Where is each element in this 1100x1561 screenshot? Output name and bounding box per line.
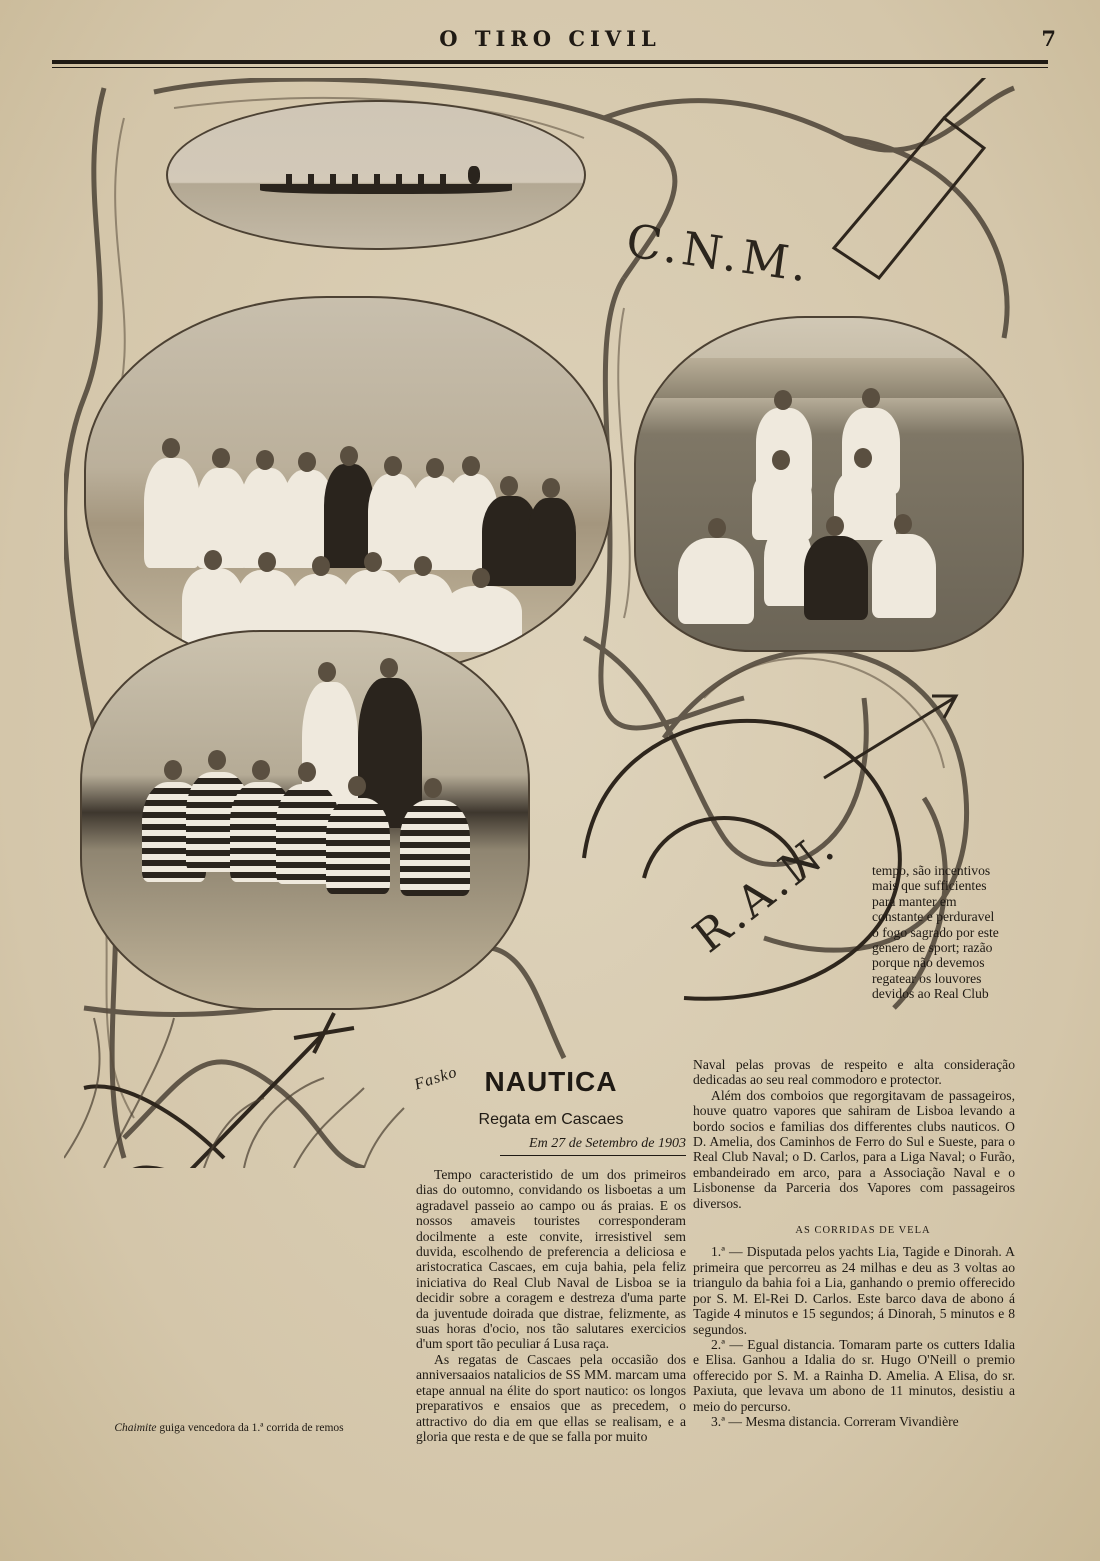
- article-left-column: [416, 1167, 686, 1444]
- shoreline: [636, 358, 1022, 398]
- article-paragraph: Naval pelas provas de respeito e alta consideração dedicadas ao seu real commodoro e protector.: [693, 1057, 1015, 1088]
- race-paragraph: 2.ª — Egual distancia. Tomaram parte os cutters Idalia e Elisa. Ganhou a Idalia do sr. Hugo O'Neill o premio offerecido por S. M. a Rainha D. Amelia. A Elisa, do sr. Paxiuta, que levava um abono de 11 minutos, desistiu a meio do percurso.: [693, 1336, 1015, 1414]
- illustration: [64, 78, 1028, 1168]
- coxswain: [468, 166, 480, 184]
- masthead: [40, 26, 1060, 54]
- date-rule: [500, 1155, 686, 1156]
- rowers: [286, 174, 456, 184]
- narrow-paragraph: tempo, são incentivos mais que sufficientes para manter em constante e perduravel o fogo sagrado por este genero de sport; razão porque não devemos regatear os louvores devidos ao Real Club: [872, 863, 999, 1002]
- narrow-text-column: [872, 863, 1002, 1002]
- photo-rowing-boat: [166, 100, 586, 250]
- newspaper-title: O TIRO CIVIL: [439, 26, 661, 51]
- header-rule-thin: [52, 67, 1048, 68]
- article-date: Em 27 de Setembro de 1903: [529, 1136, 686, 1151]
- photo-rowing-team-ran: [80, 630, 530, 1010]
- page-number: 7: [1041, 26, 1056, 51]
- photo-rowing-team-2: [634, 316, 1024, 652]
- article-right-column: [693, 1057, 1015, 1429]
- article-paragraph: As regatas de Cascaes pela occasião dos anniversaaios natalicios de SS MM. marcam uma etape annual na élite do sport nautico: os longos preparativos e ensaios que as precedem, o attractivo do dia em que ellas se realisam, e a gloria que resta e de que se falla por muito: [416, 1351, 686, 1444]
- photo-rowing-team-cnm: [84, 296, 612, 676]
- boat-hull: [260, 184, 512, 194]
- caption-boat-name: Chaimite: [114, 1422, 157, 1434]
- caption-text: guiga vencedora da 1.ª corrida de remos: [156, 1422, 344, 1434]
- illustration-caption: [64, 1422, 394, 1434]
- section-heading: AS CORRIDAS DE VELA: [795, 1225, 931, 1237]
- race-paragraph: 1.ª — Disputada pelos yachts Lia, Tagide e Dinorah. A primeira que percorreu as 24 milhas e deu as 3 voltas ao triangulo da bahia foi a Lia, ganhando o premio offerecido por S. M. El-Rei D. Carlos. Este barco dava de abono á Tagide 4 minutos e 15 segundos; á Dinorah, 5 minutos e 8 segundos.: [693, 1244, 1015, 1337]
- artist-signature: Fasko: [412, 1063, 460, 1094]
- header-rule-thick: [52, 60, 1048, 64]
- monogram-cnm: C.N.M.: [623, 213, 815, 293]
- article-paragraph: Tempo caracteristido de um dos primeiros dias do outomno, convidando os lisboetas a um agradavel passeio ao campo ou ás praias. E os nossos amaveis touristes corresponderam docilmente a este convite, irresistivel sem duvida, escolhendo de preferencia a deliciosa e aristocratica Cascaes, em cuja bahia, pela feliz iniciativa do Real Club Naval de Lisboa se ia decidir sobre a coragem e destreza d'uma parte da juventude doirada que distrae, felizmente, as suas horas d'ocio, nos tão salutares exercicios d'um sport tão peculiar á Lusa raça.: [416, 1167, 686, 1352]
- monogram-ran: R.A.N.: [683, 820, 847, 963]
- race-paragraph: 3.ª — Mesma distancia. Correram Vivandière: [711, 1413, 959, 1429]
- article-paragraph: Além dos comboios que regorgitavam de passageiros, houve quatro vapores que sahiram de Lisboa levando a bordo socios e familias dos differentes clubs nauticos. O D. Amelia, dos Caminhos de Ferro do Sul e Sueste, para o Real Club Naval; o D. Carlos, para a Liga Naval; o Furão, embandeirado em arco, para a Associação Naval e o Lisbonense da Parceria dos Vapores com passageiros diversos.: [693, 1087, 1015, 1211]
- article-title: NAUTICA: [484, 1066, 618, 1097]
- article-subtitle: Regata em Cascaes: [478, 1111, 624, 1128]
